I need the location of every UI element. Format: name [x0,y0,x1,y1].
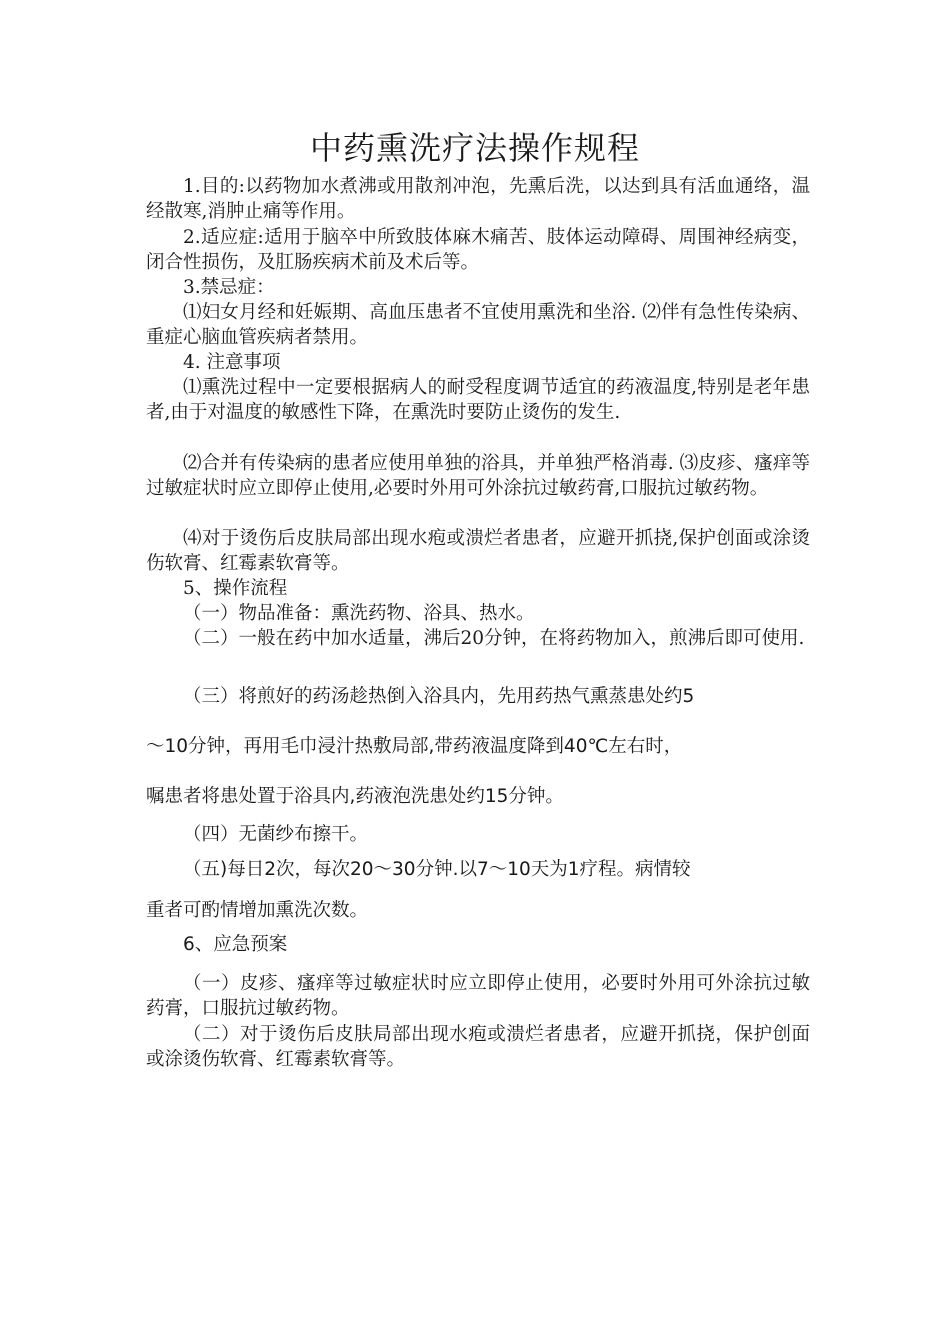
document-title: 中药熏洗疗法操作规程 [309,129,640,167]
paragraph-procedure-step-1: （一）物品准备：熏洗药物、浴具、热水。 [183,603,535,624]
paragraph-contraindications-heading: 3.禁忌症： [183,277,275,298]
paragraph-procedure-step-4: （四）无菌纱布擦干。 [183,824,369,845]
paragraph-precautions-heading: 4. 注意事项 [183,352,281,373]
paragraph-procedure-step-3-line-3: 嘱患者将患处置于浴具内,药液泡洗患处约15分钟。 [146,786,564,807]
paragraph-emergency-1: （一）皮疹、瘙痒等过敏症状时应立即停止使用，必要时外用可外涂抗过敏药膏，口服抗过敏药物。 [146,973,810,1020]
paragraph-precaution-2-3: ⑵合并有传染病的患者应使用单独的浴具，并单独严格消毒. ⑶皮疹、瘙痒等过敏症状时应立即停止使用,必要时外用可外涂抗过敏药膏,口服抗过敏药物。 [146,453,810,500]
paragraph-procedure-heading: 5、操作流程 [183,578,288,599]
paragraph-procedure-step-5-line-2: 重者可酌情增加熏洗次数。 [146,900,369,921]
paragraph-precaution-4: ⑷对于烫伤后皮肤局部出现水疱或溃烂者患者，应避开抓挠,保护创面或涂烫伤软膏、红霉素软膏等。 [146,528,810,575]
paragraph-contraindications-body: ⑴妇女月经和妊娠期、高血压患者不宜使用熏洗和坐浴. ⑵伴有急性传染病、重症心脑血管疾病者禁用。 [146,302,810,349]
paragraph-indications: 2.适应症:适用于脑卒中所致肢体麻木痛苦、肢体运动障碍、周围神经病变，闭合性损伤，及肛肠疾病术前及术后等。 [146,227,810,274]
paragraph-procedure-step-3-line-2: ～10分钟，再用毛巾浸汁热敷局部,带药液温度降到40℃左右时， [146,736,683,757]
paragraph-precaution-1: ⑴熏洗过程中一定要根据病人的耐受程度调节适宜的药液温度,特别是老年患者,由于对温度的敏感性下降，在熏洗时要防止烫伤的发生. [146,377,810,424]
paragraph-procedure-step-5-line-1: （五)每日2次，每次20～30分钟.以7～10天为1疗程。病情较 [183,859,691,880]
paragraph-purpose: 1.目的:以药物加水煮沸或用散剂冲泡，先熏后洗，以达到具有活血通络，温经散寒,消肿止痛等作用。 [146,176,810,223]
paragraph-emergency-heading: 6、应急预案 [183,934,288,955]
paragraph-procedure-step-2: （二）一般在药中加水适量，沸后20分钟，在将药物加入，煎沸后即可使用. [183,628,805,649]
paragraph-emergency-2: （二）对于烫伤后皮肤局部出现水疱或溃烂者患者，应避开抓挠，保护创面或涂烫伤软膏、红霉素软膏等。 [146,1024,810,1071]
paragraph-procedure-step-3-line-1: （三）将煎好的药汤趁热倒入浴具内，先用药热气熏蒸患处约5 [183,686,695,707]
